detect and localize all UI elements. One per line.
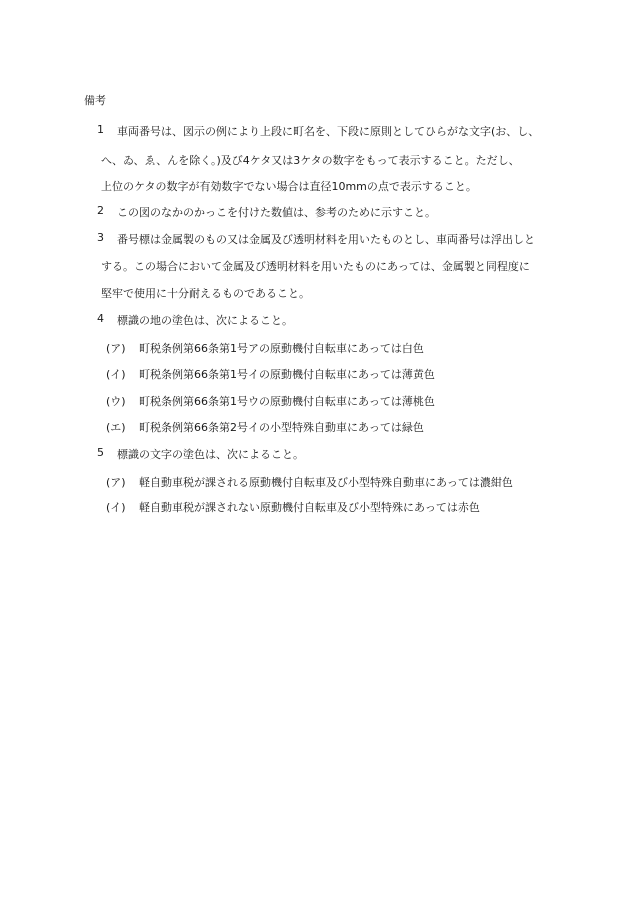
sub-item-mark: (エ): [106, 421, 126, 434]
note-text-line: する。この場合において金属及び透明材料を用いたものにあっては、金属製と同程度に: [101, 260, 530, 273]
note-text-line: 車両番号は、図示の例により上段に町名を、下段に原則としてひらがな文字(お、し、: [117, 125, 540, 138]
note-number: 2: [97, 204, 104, 217]
note-number: 4: [97, 312, 104, 325]
sub-item-mark: (ウ): [106, 395, 126, 408]
page-title: 備考: [84, 94, 106, 107]
note-text-line: 番号標は金属製のもの又は金属及び透明材料を用いたものとし、車両番号は浮出しと: [117, 233, 535, 246]
sub-item-text: 町税条例第66条第1号イの原動機付自転車にあっては薄黄色: [139, 368, 435, 381]
sub-item-text: 軽自動車税が課されない原動機付自転車及び小型特殊にあっては赤色: [139, 501, 480, 514]
sub-item-text: 町税条例第66条第1号アの原動機付自転車にあっては白色: [139, 342, 424, 355]
sub-item-mark: (イ): [106, 368, 126, 381]
sub-item-mark: (イ): [106, 501, 126, 514]
sub-item-text: 軽自動車税が課される原動機付自転車及び小型特殊自動車にあっては濃紺色: [139, 476, 513, 489]
note-text-line: へ、ゐ、ゑ、んを除く。)及び4ケタ又は3ケタの数字をもって表示すること。ただし、: [101, 154, 520, 167]
note-text-line: 上位のケタの数字が有効数字でない場合は直径10mmの点で表示すること。: [101, 180, 477, 193]
sub-item-text: 町税条例第66条第2号イの小型特殊自動車にあっては緑色: [139, 421, 424, 434]
note-text-line: 堅牢で使用に十分耐えるものであること。: [101, 287, 310, 300]
note-text-line: 標識の文字の塗色は、次によること。: [117, 448, 304, 461]
sub-item-mark: (ア): [106, 342, 126, 355]
note-number: 5: [97, 446, 104, 459]
note-text-line: この図のなかのかっこを付けた数値は、参考のために示すこと。: [117, 206, 436, 219]
sub-item-text: 町税条例第66条第1号ウの原動機付自転車にあっては薄桃色: [139, 395, 435, 408]
note-number: 3: [97, 231, 104, 244]
note-number: 1: [97, 123, 104, 136]
sub-item-mark: (ア): [106, 476, 126, 489]
note-text-line: 標識の地の塗色は、次によること。: [117, 314, 293, 327]
